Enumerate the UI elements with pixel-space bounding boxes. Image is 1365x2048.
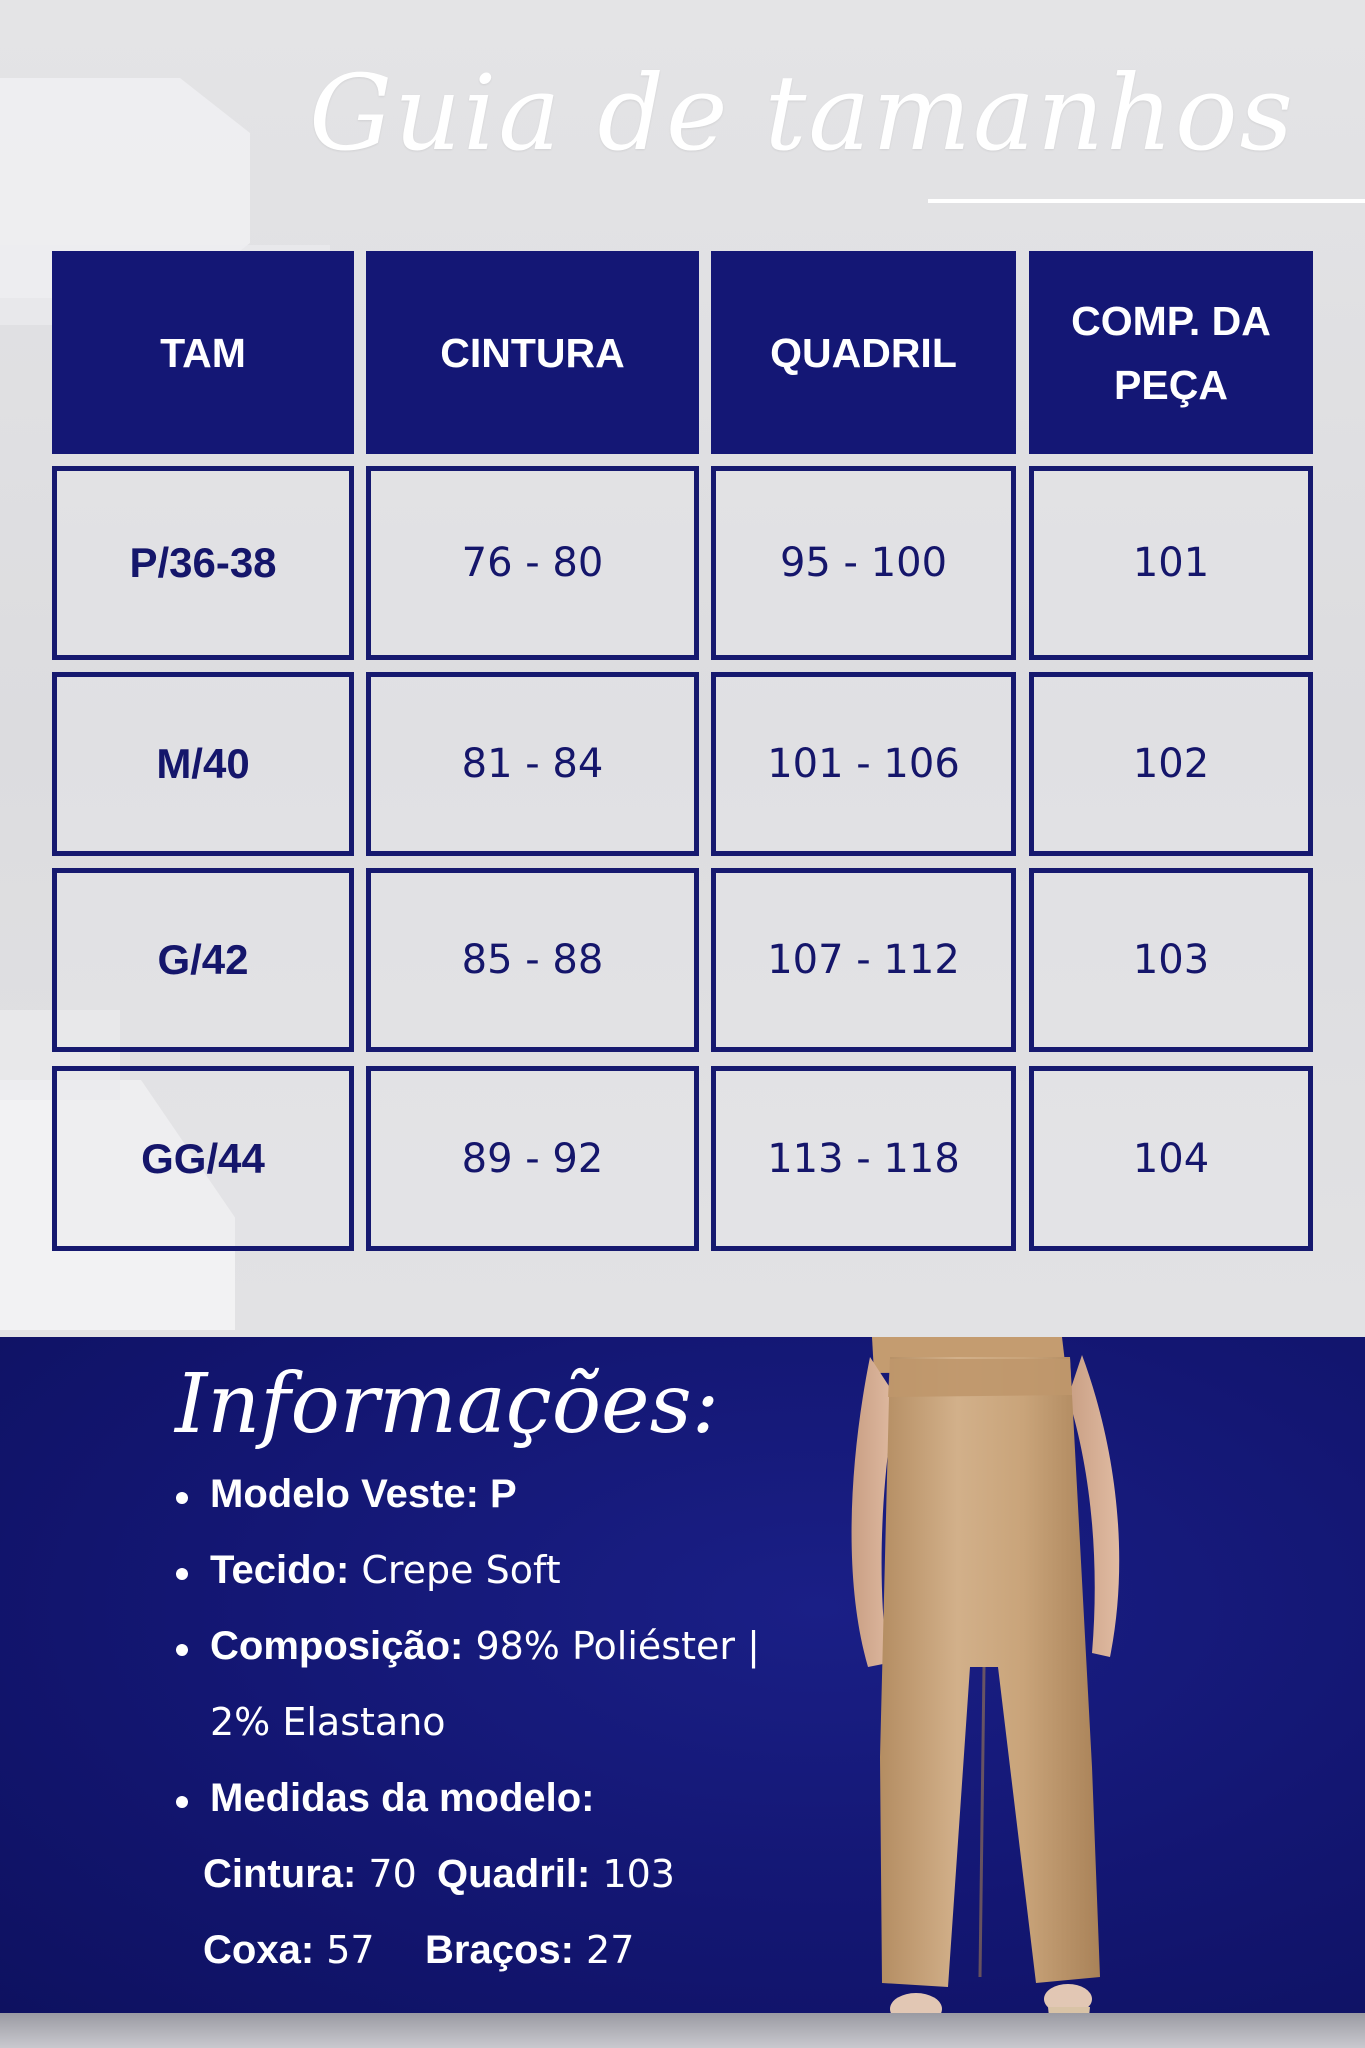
waistband xyxy=(888,1359,1072,1397)
size-cell-cintura: 81 - 84 xyxy=(366,672,699,856)
size-cell-cintura: 85 - 88 xyxy=(366,868,699,1052)
size-cell-tam: GG/44 xyxy=(52,1066,354,1251)
header-text-line: PEÇA xyxy=(1114,361,1228,408)
size-cell-quadril: 113 - 118 xyxy=(711,1066,1016,1251)
info-title: Informações: xyxy=(175,1357,720,1452)
size-cell-tam: P/36-38 xyxy=(52,466,354,660)
tecido-value: Crepe Soft xyxy=(361,1548,561,1592)
medidas-label: Medidas da modelo: xyxy=(210,1776,595,1820)
size-cell-comp-peca: 102 xyxy=(1029,672,1313,856)
bullet-icon xyxy=(176,1796,188,1808)
header-quadril xyxy=(711,251,1016,454)
header-text-line: CINTURA xyxy=(440,329,625,376)
size-cell-cintura: 89 - 92 xyxy=(366,1066,699,1251)
tecido-label: Tecido: xyxy=(210,1548,350,1592)
page-title: Guia de tamanhos xyxy=(309,52,1295,174)
pants-seam xyxy=(980,1667,984,1977)
model-photo xyxy=(830,1337,1190,2048)
composicao-value-2: 2% Elastano xyxy=(210,1700,446,1744)
composicao-value: 98% Poliéster | xyxy=(475,1624,760,1668)
pants-shape xyxy=(880,1357,1100,1987)
bullet-icon xyxy=(176,1644,188,1656)
size-cell-tam: G/42 xyxy=(52,868,354,1052)
header-text-line: TAM xyxy=(160,329,246,376)
size-cell-comp-peca: 101 xyxy=(1029,466,1313,660)
quadril-value: 103 xyxy=(602,1852,675,1896)
header-tam xyxy=(52,251,354,454)
header-text-line: COMP. DA xyxy=(1071,297,1271,344)
composicao-label: Composição: xyxy=(210,1624,464,1668)
size-cell-cintura: 76 - 80 xyxy=(366,466,699,660)
bullet-icon xyxy=(176,1568,188,1580)
modelo-label: Modelo Veste: P xyxy=(210,1472,517,1516)
bracos-label: Braços: xyxy=(425,1928,574,1972)
size-cell-comp-peca: 103 xyxy=(1029,868,1313,1052)
cintura-value: 70 xyxy=(368,1852,417,1896)
cintura-label: Cintura: xyxy=(203,1852,357,1896)
size-cell-tam: M/40 xyxy=(52,672,354,856)
bracos-value: 27 xyxy=(586,1928,635,1972)
bullet-icon xyxy=(176,1492,188,1504)
size-cell-quadril: 107 - 112 xyxy=(711,868,1016,1052)
size-cell-comp-peca: 104 xyxy=(1029,1066,1313,1251)
size-cell-quadril: 101 - 106 xyxy=(711,672,1016,856)
header-comp-peca xyxy=(1029,251,1313,454)
header-text-line: QUADRIL xyxy=(770,329,957,376)
coxa-label: Coxa: xyxy=(203,1928,315,1972)
quadril-label: Quadril: xyxy=(437,1852,591,1896)
header-cintura xyxy=(366,251,699,454)
bottom-strip xyxy=(0,2013,1365,2048)
coxa-value: 57 xyxy=(326,1928,375,1972)
size-cell-quadril: 95 - 100 xyxy=(711,466,1016,660)
